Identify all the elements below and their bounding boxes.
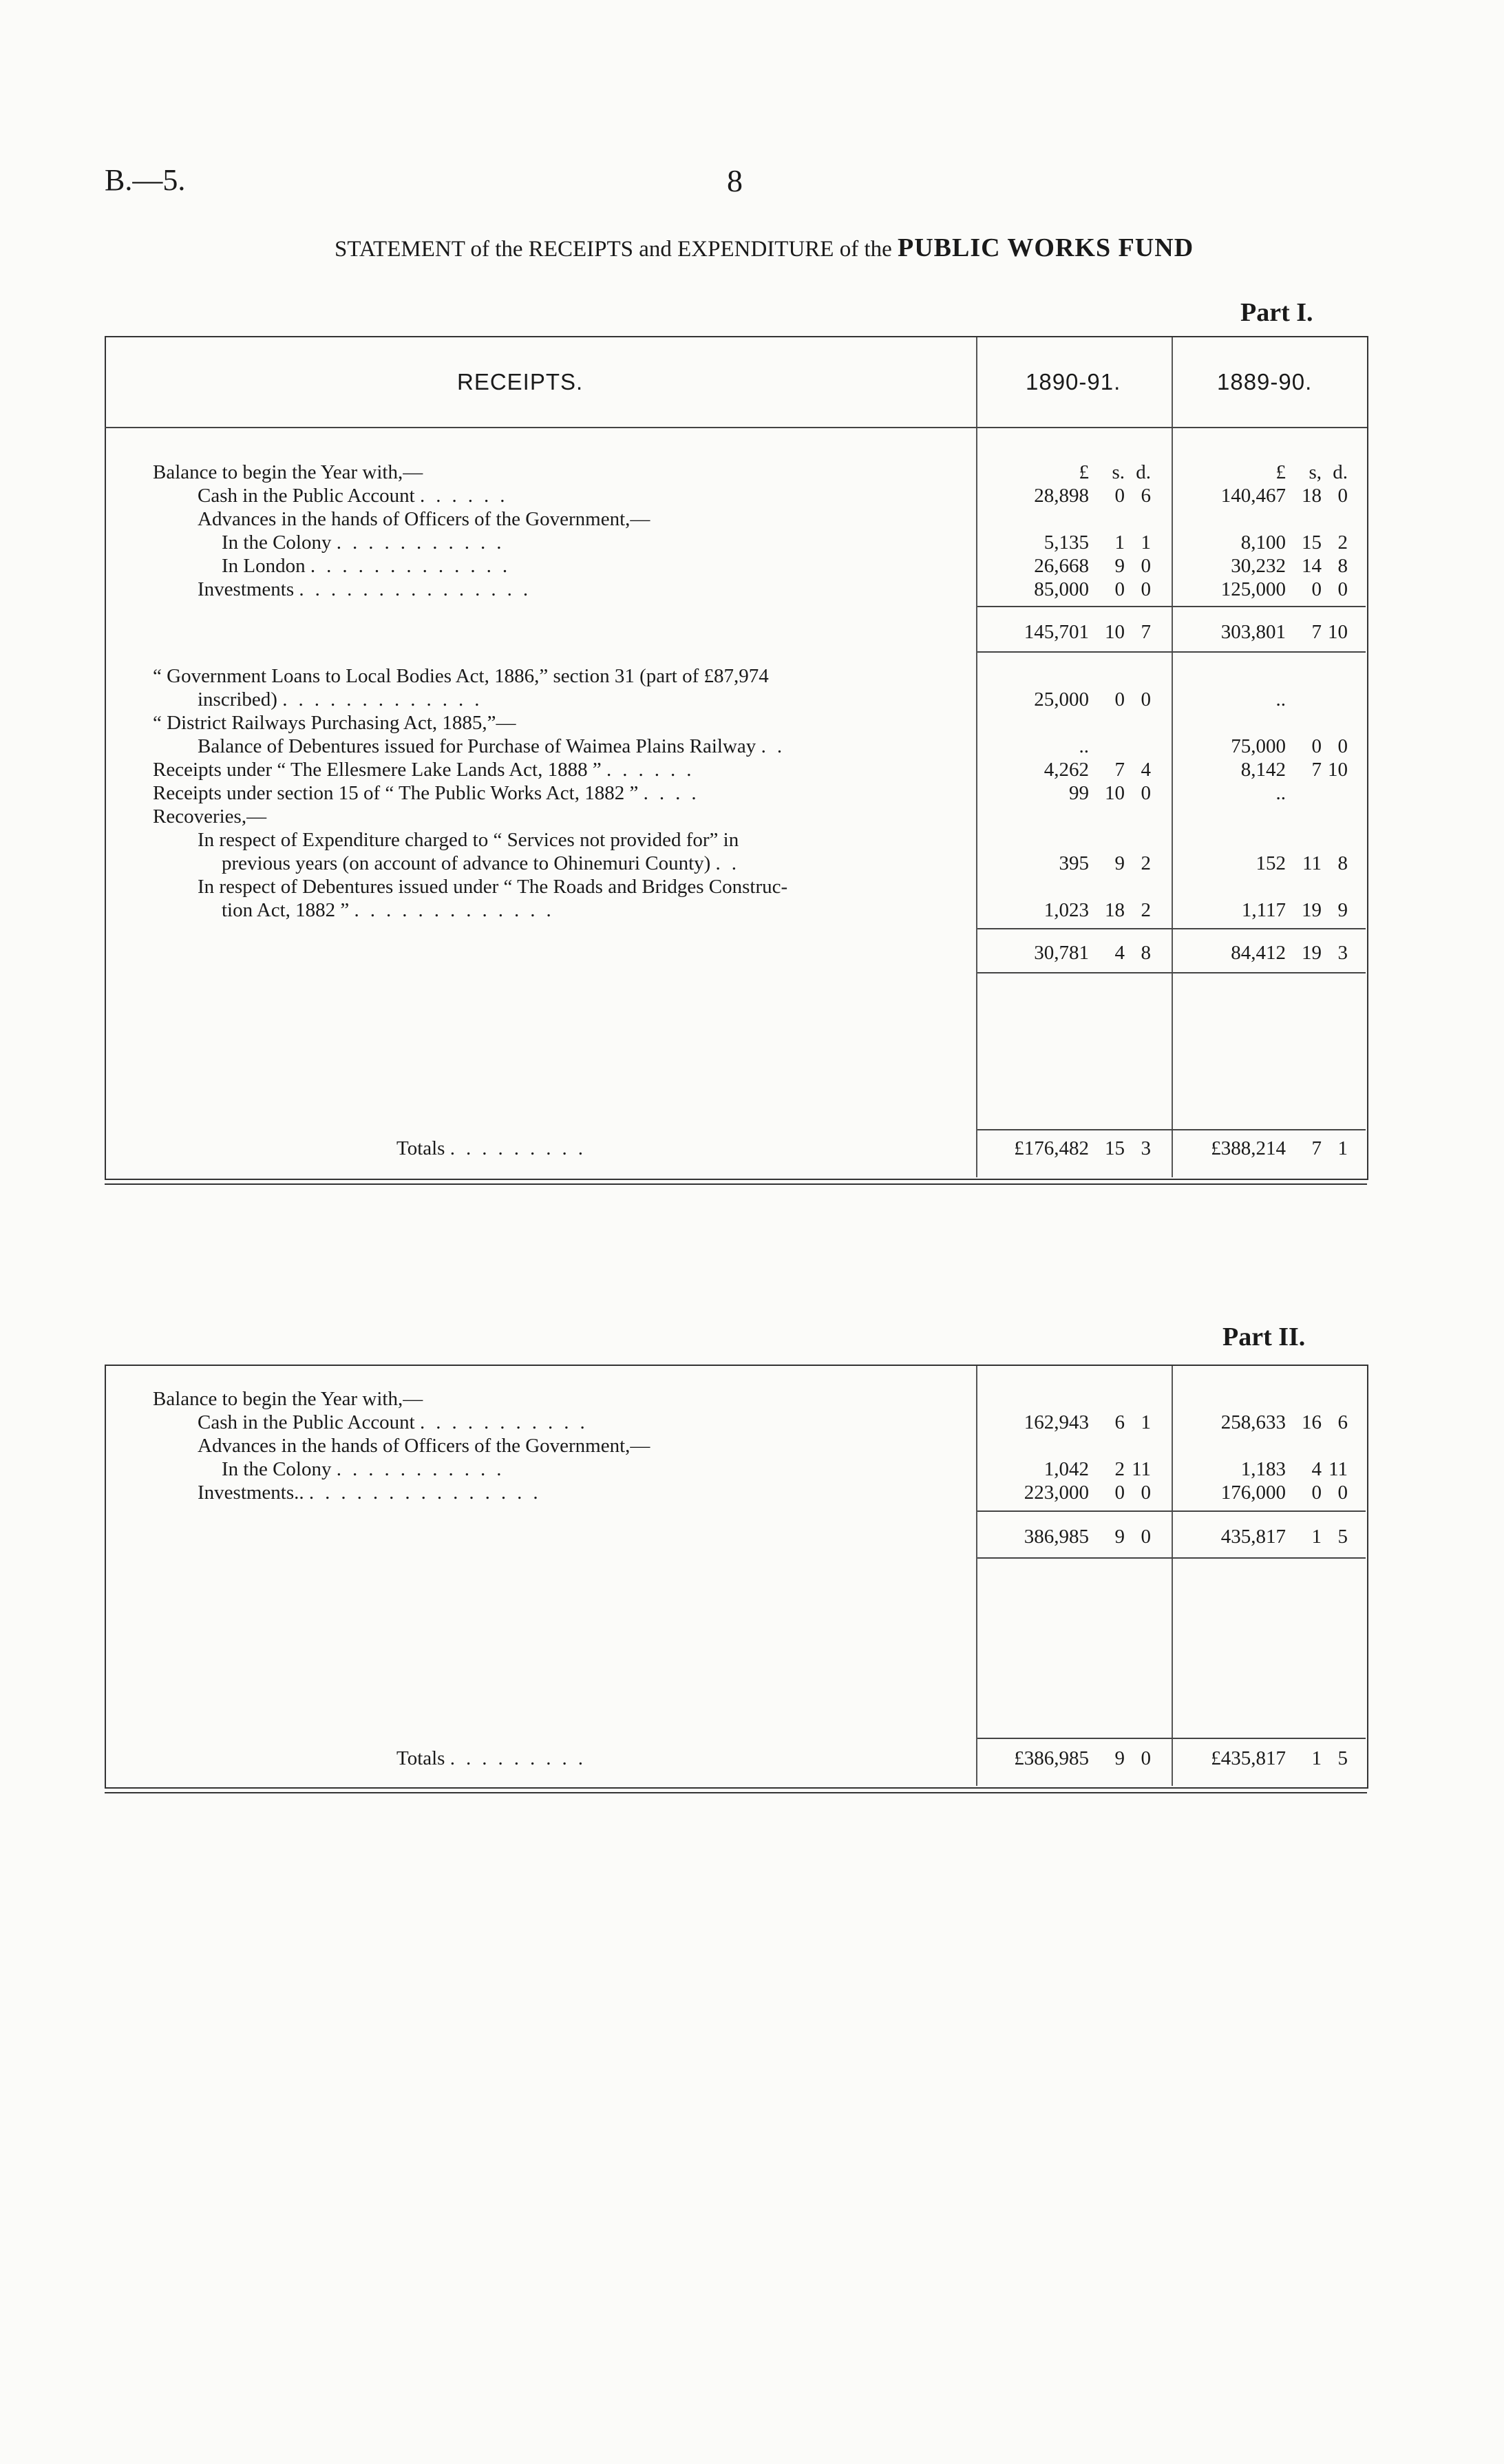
amount-1890-91: 85,000 0 0: [1034, 578, 1151, 600]
row-label: Recoveries,—: [153, 805, 267, 828]
row-label: Receipts under “ The Ellesmere Lake Lands Act, 1888 ” ......: [153, 759, 703, 781]
row-label: Balance of Debentures issued for Purchase of Waimea Plains Railway ..: [198, 735, 794, 757]
unit-pence: d.: [1136, 461, 1151, 483]
part-2-label: Part II.: [1222, 1323, 1306, 1351]
row-label: In respect of Expenditure charged to “ Services not provided for” in: [198, 829, 739, 851]
year-1890-91-header: 1890-91.: [1026, 369, 1121, 394]
amount-1889-90: 30,232 14 8: [1231, 555, 1348, 577]
amount-1890-91: 162,943 6 1: [1024, 1411, 1151, 1433]
row-label: previous years (on account of advance to Ohinemuri County) ..: [222, 852, 748, 874]
row-label: Balance to begin the Year with,—: [153, 1388, 423, 1410]
amount-1889-90: 176,000 0 0: [1220, 1482, 1348, 1504]
row-label: Investments.. ...............: [198, 1482, 549, 1504]
amount-1890-91: 1,042 2 11: [1044, 1458, 1151, 1480]
row-label: In the Colony ...........: [222, 1458, 513, 1480]
row-label: “ Government Loans to Local Bodies Act, 1886,” section 31 (part of £87,974: [153, 665, 769, 687]
totals-label: Totals .........: [396, 1137, 594, 1159]
amount-1890-91: ..: [1079, 735, 1089, 757]
total-1889-90: £435,817 1 5: [1211, 1747, 1348, 1769]
subtotal-1889-90: 435,817 1 5: [1220, 1526, 1348, 1548]
amount-1889-90: 1,117 19 9: [1241, 899, 1348, 921]
row-label: Receipts under section 15 of “ The Public Works Act, 1882 ” ....: [153, 782, 708, 804]
amount-1889-90: 75,000 0 0: [1231, 735, 1348, 757]
amount-1890-91: 5,135 1 1: [1044, 531, 1151, 554]
amount-1889-90: 125,000 0 0: [1220, 578, 1348, 600]
title-lead: STATEMENT of the RECEIPTS and EXPENDITURE of the: [335, 237, 892, 262]
row-label: Cash in the Public Account ......: [198, 485, 516, 507]
amount-1890-91: 28,898 0 6: [1034, 485, 1151, 507]
amount-1889-90: ..: [1275, 688, 1286, 710]
amount-1889-90: 140,467 18 0: [1220, 485, 1348, 507]
row-label: Advances in the hands of Officers of the Government,—: [198, 508, 650, 530]
row-label: In respect of Debentures issued under “ The Roads and Bridges Construc-: [198, 876, 788, 898]
unit-row-b: [1183, 461, 1348, 484]
amount-1890-91: 395 9 2: [1059, 852, 1151, 874]
total-1890-91: £386,985 9 0: [1014, 1747, 1151, 1769]
page-number: 8: [727, 163, 743, 198]
totals-label: Totals .........: [396, 1747, 594, 1769]
part-1-label: Part I.: [1240, 298, 1313, 327]
amount-1889-90: 258,633 16 6: [1220, 1411, 1348, 1433]
amount-1890-91: 99 10 0: [1069, 782, 1151, 804]
row-label: “ District Railways Purchasing Act, 1885,”—: [153, 712, 516, 734]
row-label: In London .............: [222, 555, 519, 577]
unit-pound: £: [1275, 461, 1286, 483]
title-fund-name: PUBLIC WORKS FUND: [898, 233, 1194, 262]
amount-1890-91: 25,000 0 0: [1034, 688, 1151, 710]
row-label: tion Act, 1882 ” .............: [222, 899, 562, 921]
amount-1890-91: 223,000 0 0: [1024, 1482, 1151, 1504]
amount-1889-90: 8,100 15 2: [1240, 531, 1348, 554]
amount-1889-90: 1,183 4 11: [1240, 1458, 1348, 1480]
row-label: Cash in the Public Account ...........: [198, 1411, 596, 1433]
row-label: Investments ...............: [198, 578, 540, 600]
row-label: Advances in the hands of Officers of the Government,—: [198, 1435, 650, 1457]
subtotal-1890-91: 145,701 10 7: [1024, 621, 1151, 643]
subtotal-1890-91: 30,781 4 8: [1034, 942, 1151, 964]
unit-shilling: s.: [1112, 461, 1125, 483]
total-1890-91: £176,482 15 3: [1014, 1137, 1151, 1159]
amount-1890-91: 4,262 7 4: [1044, 759, 1151, 781]
document-reference: B.—5.: [105, 163, 186, 197]
row-label: inscribed) .............: [198, 688, 491, 710]
receipts-column-header: RECEIPTS.: [457, 369, 584, 394]
subtotal-1890-91: 386,985 9 0: [1024, 1526, 1151, 1548]
amount-1890-91: 1,023 18 2: [1044, 899, 1151, 921]
subtotal-1889-90: 303,801 7 10: [1220, 621, 1348, 643]
row-label: In the Colony ...........: [222, 531, 513, 554]
unit-shilling: s,: [1309, 461, 1322, 483]
statement-title: [335, 233, 1194, 263]
unit-pence: d.: [1333, 461, 1348, 483]
amount-1889-90: ..: [1275, 782, 1286, 804]
unit-row-a: [986, 461, 1151, 484]
total-1889-90: £388,214 7 1: [1211, 1137, 1348, 1159]
subtotal-1889-90: 84,412 19 3: [1231, 942, 1348, 964]
amount-1889-90: 152 11 8: [1256, 852, 1348, 874]
year-1889-90-header: 1889-90.: [1217, 369, 1313, 394]
unit-pound: £: [1079, 461, 1089, 483]
row-label: Balance to begin the Year with,—: [153, 461, 423, 483]
amount-1889-90: 8,142 7 10: [1240, 759, 1348, 781]
amount-1890-91: 26,668 9 0: [1034, 555, 1151, 577]
